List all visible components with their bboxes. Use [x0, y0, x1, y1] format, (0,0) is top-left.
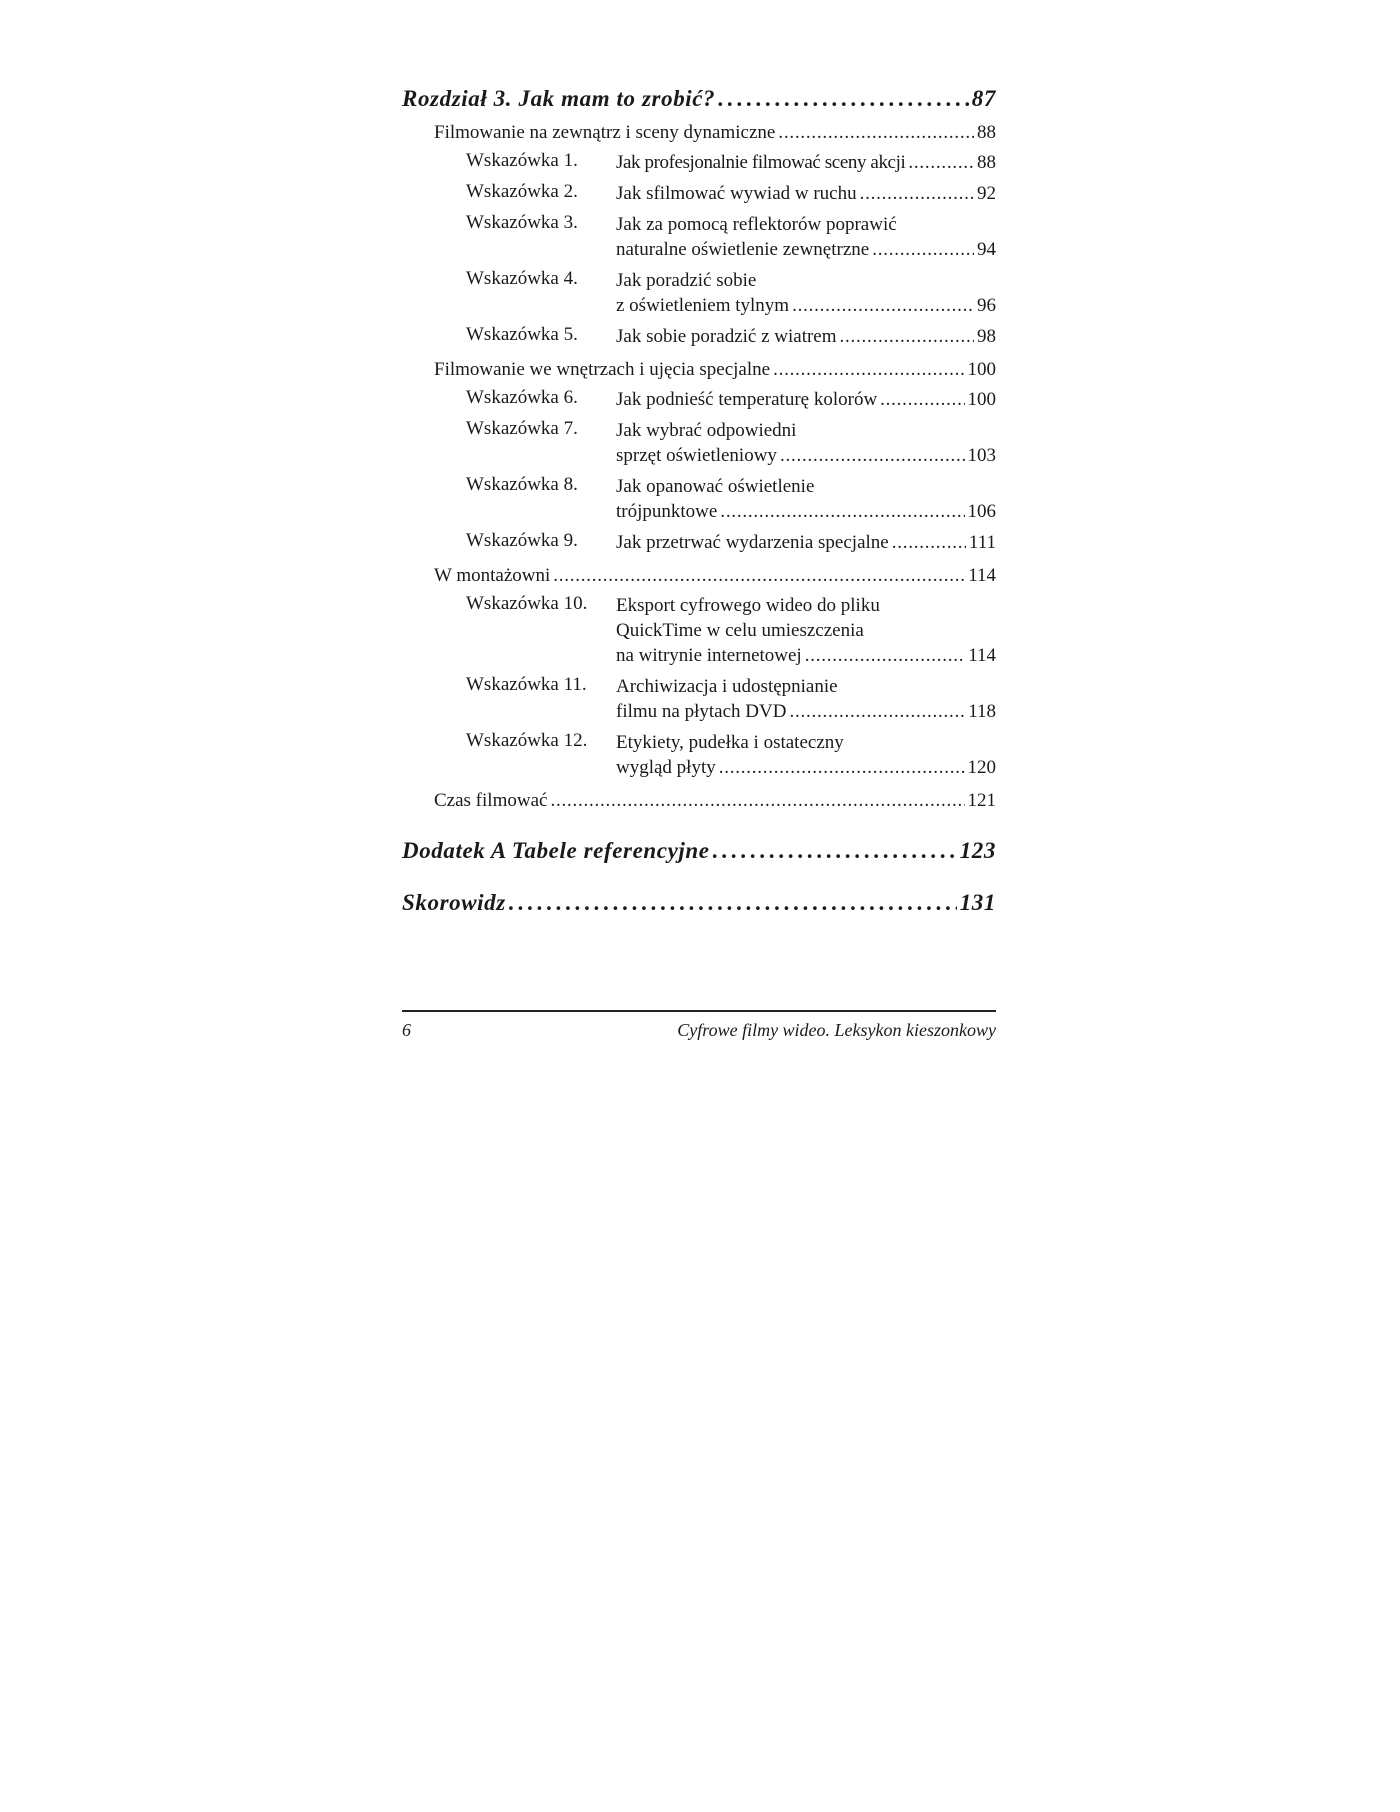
dot-leader	[718, 86, 969, 112]
page-number: 100	[967, 389, 996, 410]
page-number: 131	[959, 890, 996, 915]
section-title: Filmowanie we wnętrzach i ujęcia specjalne	[434, 359, 771, 380]
toc-tip-2	[402, 181, 996, 206]
toc-index	[402, 890, 996, 916]
toc-tip-3	[402, 212, 996, 262]
tip-title-line: z oświetleniem tylnym	[616, 295, 790, 316]
dot-leader	[719, 755, 965, 780]
tip-title-line: sprzęt oświetleniowy	[616, 445, 777, 466]
dot-leader	[553, 565, 965, 587]
tip-label: Wskazówka 7.	[466, 418, 578, 439]
chapter-title: Dodatek A Tabele referencyjne	[402, 838, 710, 863]
tip-title-line: na witrynie internetowej	[616, 645, 802, 666]
page-number: 111	[968, 532, 996, 553]
page-footer	[402, 1020, 996, 1041]
tip-label: Wskazówka 8.	[466, 474, 578, 495]
dot-leader	[805, 643, 965, 668]
dot-leader	[908, 150, 974, 175]
tip-title-line: Jak wybrać odpowiedni	[616, 420, 797, 441]
tip-title-line: Archiwizacja i udostępnianie	[616, 676, 838, 697]
toc-section-editing	[402, 565, 996, 587]
page-number: 106	[967, 501, 996, 522]
tip-title-line: Jak przetrwać wydarzenia specjalne	[616, 532, 889, 553]
tip-label: Wskazówka 5.	[466, 324, 578, 345]
tip-title-line: Jak opanować oświetlenie	[616, 476, 815, 497]
toc-chapter-3	[402, 86, 996, 112]
tip-label: Wskazówka 9.	[466, 530, 578, 551]
toc-tip-10	[402, 593, 996, 668]
dot-leader	[840, 324, 974, 349]
page-number: 88	[977, 122, 996, 143]
toc-tip-9	[402, 530, 996, 555]
tip-label: Wskazówka 3.	[466, 212, 578, 233]
tip-title-line: Jak profesjonalnie filmować sceny akcji	[616, 152, 906, 173]
tip-label: Wskazówka 11.	[466, 674, 587, 695]
tip-title-line: Etykiety, pudełka i ostateczny	[616, 732, 844, 753]
tip-title-line: Jak za pomocą reflektorów poprawić	[616, 214, 897, 235]
tip-title-line: Jak sfilmować wywiad w ruchu	[616, 183, 857, 204]
page-number: 103	[967, 445, 996, 466]
tip-label: Wskazówka 4.	[466, 268, 578, 289]
footer-book-title: Cyfrowe filmy wideo. Leksykon kieszonkowy	[677, 1020, 996, 1040]
page-number: 123	[959, 838, 996, 863]
page-number: 92	[977, 183, 996, 204]
dot-leader	[780, 443, 965, 468]
toc-section-outdoor	[402, 122, 996, 144]
page-number: 114	[968, 645, 996, 666]
dot-leader	[720, 499, 964, 524]
toc-section-indoor	[402, 359, 996, 381]
dot-leader	[550, 790, 964, 812]
dot-leader	[860, 181, 974, 206]
dot-leader	[778, 122, 974, 144]
tip-title-line: Jak sobie poradzić z wiatrem	[616, 326, 837, 347]
tip-title-line: wygląd płyty	[616, 757, 716, 778]
tip-title-line: QuickTime w celu umieszczenia	[616, 620, 864, 641]
tip-label: Wskazówka 12.	[466, 730, 588, 751]
toc-tip-1	[402, 150, 996, 175]
page-number: 88	[977, 152, 996, 173]
dot-leader	[713, 838, 957, 864]
footer-rule	[402, 1010, 996, 1012]
toc-tip-5	[402, 324, 996, 349]
tip-label: Wskazówka 2.	[466, 181, 578, 202]
section-title: Filmowanie na zewnątrz i sceny dynamiczne	[434, 122, 776, 143]
toc-appendix-a	[402, 838, 996, 864]
dot-leader	[773, 359, 964, 381]
tip-title-line: trójpunktowe	[616, 501, 718, 522]
page-number: 98	[977, 326, 996, 347]
chapter-title: Skorowidz	[402, 890, 506, 915]
section-title: W montażowni	[434, 565, 551, 586]
toc-tip-4	[402, 268, 996, 318]
toc-section-time-to-film	[402, 790, 996, 812]
page-number: 96	[977, 295, 996, 316]
page-number: 120	[967, 757, 996, 778]
page-number: 121	[967, 790, 996, 811]
dot-leader	[789, 699, 965, 724]
toc-tip-12	[402, 730, 996, 780]
tip-title-line: Jak poradzić sobie	[616, 270, 757, 291]
page-number: 114	[968, 565, 996, 586]
page-number: 94	[977, 239, 996, 260]
toc-tip-11	[402, 674, 996, 724]
dot-leader	[880, 387, 964, 412]
tip-label: Wskazówka 6.	[466, 387, 578, 408]
tip-title-line: filmu na płytach DVD	[616, 701, 787, 722]
toc-tip-8	[402, 474, 996, 524]
chapter-title: Rozdział 3. Jak mam to zrobić?	[402, 86, 716, 111]
dot-leader	[892, 530, 966, 555]
page-number: 118	[968, 701, 996, 722]
tip-title-line: Eksport cyfrowego wideo do pliku	[616, 595, 880, 616]
dot-leader	[792, 293, 974, 318]
footer-page-number: 6	[402, 1020, 411, 1040]
toc-tip-6	[402, 387, 996, 412]
dot-leader	[509, 890, 957, 916]
tip-title-line: Jak podnieść temperaturę kolorów	[616, 389, 878, 410]
page-number: 87	[971, 86, 996, 111]
toc-tip-7	[402, 418, 996, 468]
page-number: 100	[967, 359, 996, 380]
tip-title-line: naturalne oświetlenie zewnętrzne	[616, 239, 870, 260]
section-title: Czas filmować	[434, 790, 548, 811]
tip-label: Wskazówka 1.	[466, 150, 578, 171]
tip-label: Wskazówka 10.	[466, 593, 588, 614]
dot-leader	[872, 237, 974, 262]
table-of-contents	[402, 86, 996, 916]
